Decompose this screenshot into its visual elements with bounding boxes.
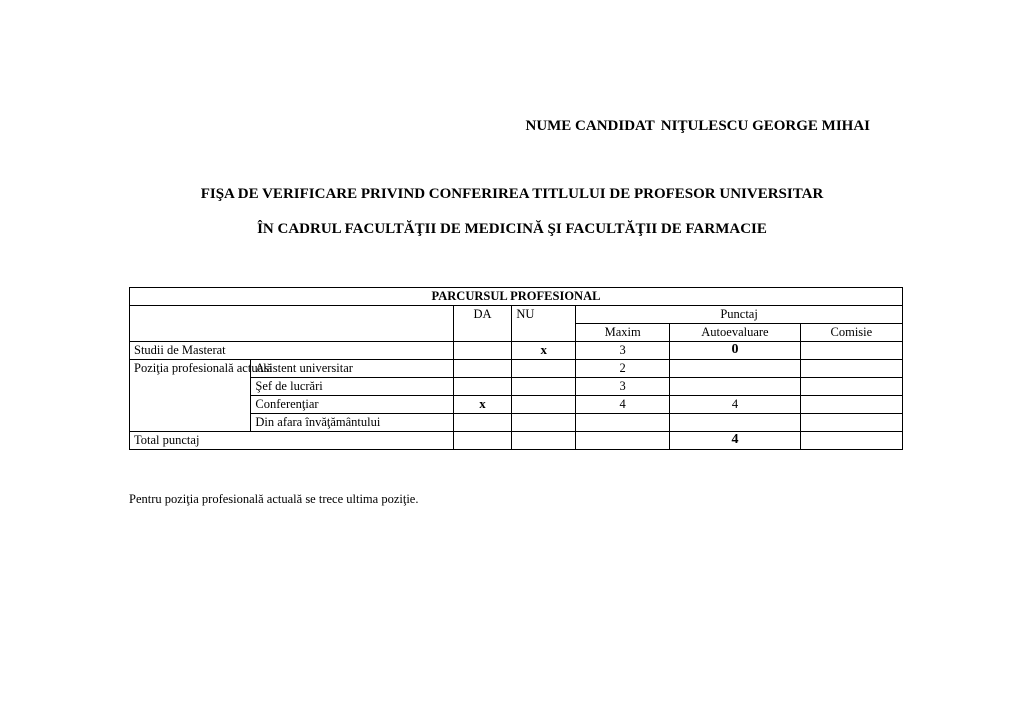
cell-da — [453, 414, 512, 432]
cell-da — [453, 432, 512, 450]
cell-nu — [512, 396, 576, 414]
cell-nu — [512, 432, 576, 450]
header-blank-cell — [130, 306, 454, 342]
cell-autoevaluare — [670, 360, 801, 378]
row-label: Şef de lucrări — [251, 378, 453, 396]
cell-nu: x — [512, 342, 576, 360]
row-label: Asistent universitar — [251, 360, 453, 378]
cell-maxim: 4 — [576, 396, 670, 414]
header-punctaj: Punctaj — [576, 306, 903, 324]
cell-maxim: 3 — [576, 342, 670, 360]
row-label: Conferenţiar — [251, 396, 453, 414]
candidate-label: NUME CANDIDAT — [525, 118, 655, 134]
cell-comisie — [800, 396, 902, 414]
document-title-line-1: FIŞA DE VERIFICARE PRIVIND CONFERIREA TITLULUI DE PROFESOR UNIVERSITAR — [200, 186, 824, 202]
cell-autoevaluare — [670, 378, 801, 396]
cell-autoevaluare: 4 — [670, 396, 801, 414]
table-row-studii — [130, 342, 903, 360]
document-title-line-2: ÎN CADRUL FACULTĂŢII DE MEDICINĂ ŞI FACULTĂŢII DE FARMACIE — [257, 221, 767, 237]
section-title: PARCURSUL PROFESIONAL — [130, 288, 903, 306]
cell-nu — [512, 414, 576, 432]
cell-maxim: 3 — [576, 378, 670, 396]
table-row-total — [130, 432, 903, 450]
header-comisie: Comisie — [800, 324, 902, 342]
table-title-row — [130, 288, 903, 306]
cell-autoevaluare: 0 — [670, 342, 801, 360]
table-row-position — [130, 360, 903, 378]
cell-comisie — [800, 378, 902, 396]
cell-maxim — [576, 414, 670, 432]
cell-autoevaluare — [670, 414, 801, 432]
total-label: Total punctaj — [130, 432, 454, 450]
professional-path-table — [129, 287, 903, 450]
cell-da — [453, 342, 512, 360]
header-nu: NU — [512, 306, 576, 342]
cell-nu — [512, 378, 576, 396]
header-maxim: Maxim — [576, 324, 670, 342]
cell-da — [453, 360, 512, 378]
candidate-name: NIŢULESCU GEORGE MIHAI — [660, 118, 870, 134]
header-da: DA — [453, 306, 512, 342]
row-label: Din afara învăţământului — [251, 414, 453, 432]
cell-comisie — [800, 342, 902, 360]
cell-maxim: 2 — [576, 360, 670, 378]
footnote: Pentru poziţia profesională actuală se trece ultima poziţie. — [129, 492, 419, 506]
cell-comisie — [800, 432, 902, 450]
cell-da: x — [453, 396, 512, 414]
candidate-line — [430, 118, 870, 135]
cell-nu — [512, 360, 576, 378]
total-autoevaluare: 4 — [670, 432, 801, 450]
cell-maxim — [576, 432, 670, 450]
row-label: Studii de Masterat — [130, 342, 454, 360]
header-row-1 — [130, 306, 903, 324]
header-autoevaluare: Autoevaluare — [670, 324, 801, 342]
cell-comisie — [800, 414, 902, 432]
cell-da — [453, 378, 512, 396]
cell-comisie — [800, 360, 902, 378]
pozitia-label: Poziţia profesională actuală — [130, 360, 251, 432]
